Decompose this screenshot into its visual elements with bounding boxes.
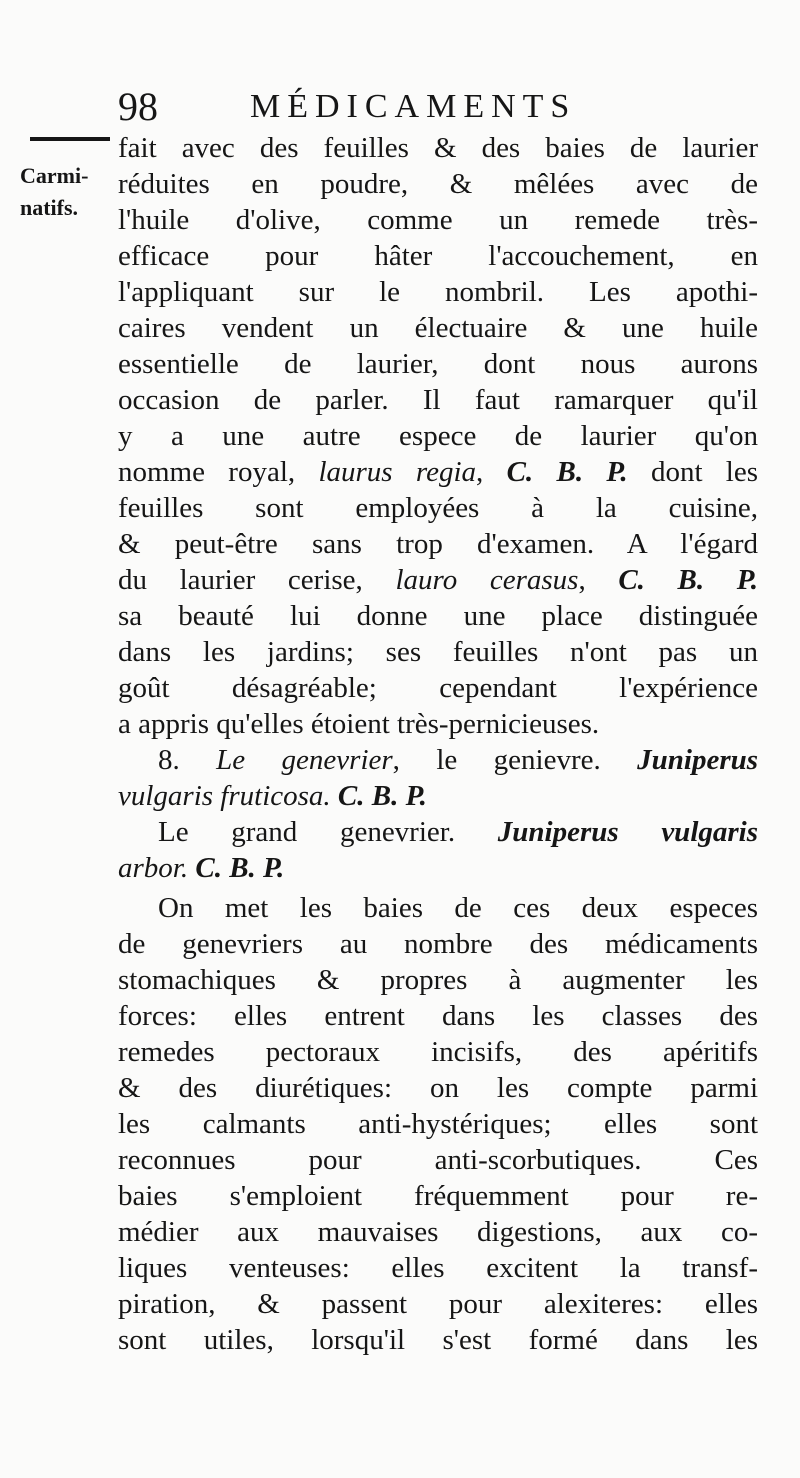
text-line: l'huile d'olive, comme un remede très- — [118, 204, 758, 236]
text-line: 8. Le genevrier, le genievre. Juniperus — [158, 744, 759, 776]
text-line: piration, & passent pour alexiteres: elles — [118, 1288, 758, 1320]
text-line: l'appliquant sur le nombril. Les apothi- — [118, 276, 758, 308]
item-number: 8. — [158, 744, 180, 776]
text-line: liques venteuses: elles excitent la transf- — [118, 1252, 758, 1284]
text-segment: du laurier cerise, — [118, 564, 363, 596]
text-line: de genevriers au nombre des médicaments — [118, 928, 758, 960]
text-line: nomme royal, laurus regia, C. B. P. dont les — [118, 456, 759, 488]
margin-note — [20, 160, 120, 224]
text-line: sont utiles, lorsqu'il s'est formé dans les — [118, 1324, 758, 1356]
text-segment: Le grand genevrier. — [158, 816, 456, 848]
body-text — [118, 130, 758, 1358]
text-line: On met les baies de ces deux especes — [158, 892, 758, 924]
citation: C. B. P. — [195, 852, 285, 884]
running-title: MÉDICAMENTS — [250, 88, 577, 125]
text-line: médier aux mauvaises digestions, aux co- — [118, 1216, 758, 1248]
text-segment: dont les — [650, 456, 759, 488]
citation: C. B. P. — [618, 564, 758, 596]
text-line: occasion de parler. Il faut ramarquer qu'il — [118, 384, 758, 416]
text-line: reconnues pour anti-scorbutiques. Ces — [118, 1144, 758, 1176]
margin-note-line: natifs. — [20, 195, 79, 220]
text-line: sa beauté lui donne une place distinguée — [118, 600, 758, 632]
margin-rule — [30, 137, 110, 141]
text-segment: le genievre. — [436, 744, 601, 776]
margin-note-line: Carmi- — [20, 163, 89, 188]
page-header — [118, 82, 638, 132]
page-number: 98 — [118, 84, 158, 129]
text-line: baies s'emploient fréquemment pour re- — [118, 1180, 758, 1212]
latin-name: vulgaris fruticosa. — [118, 780, 331, 812]
plant-name: Le genevrier — [216, 744, 393, 776]
text-line: les calmants anti-hystériques; elles sont — [118, 1108, 758, 1140]
text-line: y a une autre espece de laurier qu'on — [118, 420, 758, 452]
text-line: remedes pectoraux incisifs, des apéritifs — [118, 1036, 758, 1068]
text-line: caires vendent un électuaire & une huile — [118, 312, 758, 344]
citation: C. B. P. — [506, 456, 628, 488]
text-segment: nomme royal, — [118, 456, 296, 488]
text-line — [118, 850, 758, 886]
text-line: fait avec des feuilles & des baies de laurier — [118, 132, 758, 164]
text-line: & des diurétiques: on les compte parmi — [118, 1072, 758, 1104]
text-line: goût désagréable; cependant l'expérience — [118, 672, 758, 704]
latin-name: laurus regia — [318, 456, 477, 488]
text-line: dans les jardins; ses feuilles n'ont pas un — [118, 636, 758, 668]
latin-name: Juniperus vulgaris — [497, 816, 759, 848]
text-line: du laurier cerise, lauro cerasus, C. B. P. — [118, 564, 758, 596]
latin-name: arbor. — [118, 852, 189, 884]
text-line: forces: elles entrent dans les classes des — [118, 1000, 758, 1032]
text-line: feuilles sont employées à la cuisine, — [118, 492, 758, 524]
text-line: a appris qu'elles étoient très-pernicieuses. — [118, 708, 600, 740]
text-line: réduites en poudre, & mêlées avec de — [118, 168, 758, 200]
citation: C. B. P. — [337, 780, 427, 812]
text-line: essentielle de laurier, dont nous aurons — [118, 348, 758, 380]
latin-name: Juniperus — [637, 744, 759, 776]
latin-name: lauro cerasus — [395, 564, 579, 596]
text-line: & peut-être sans trop d'examen. A l'égard — [118, 528, 758, 560]
text-line — [118, 778, 758, 814]
text-line — [118, 814, 758, 850]
text-line: efficace pour hâter l'accouchement, en — [118, 240, 758, 272]
text-line: stomachiques & propres à augmenter les — [118, 964, 758, 996]
